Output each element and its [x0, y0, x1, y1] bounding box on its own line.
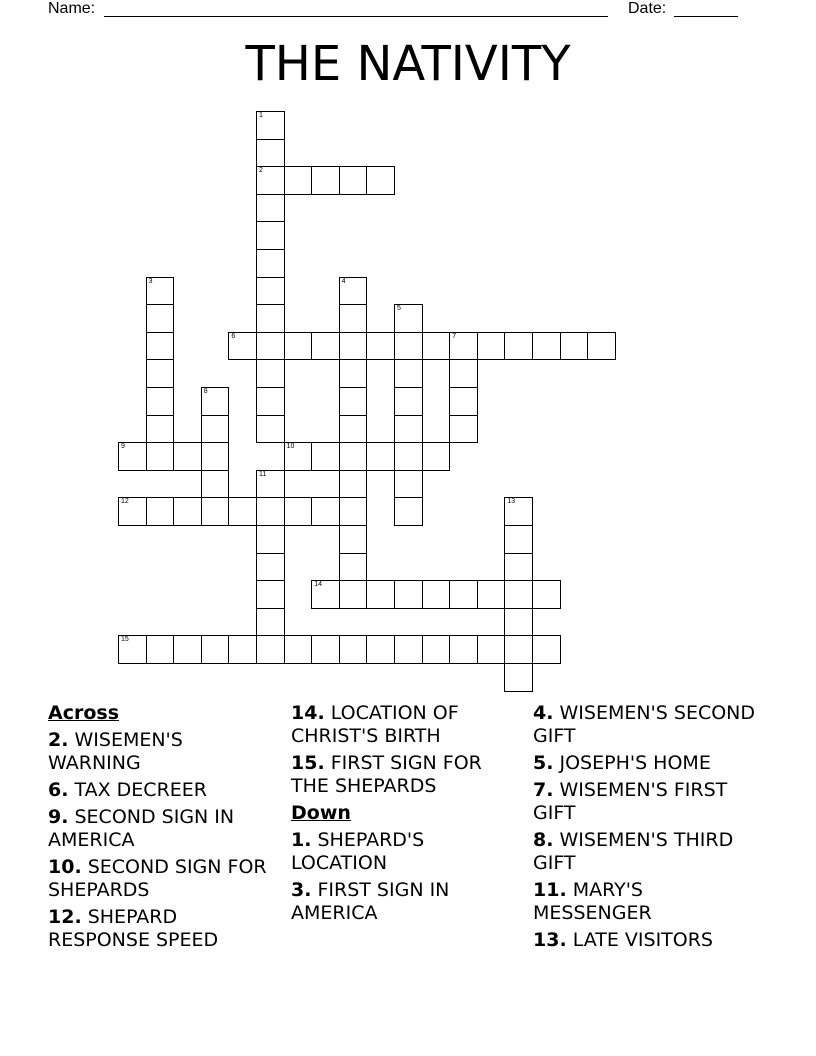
grid-cell[interactable]	[256, 221, 285, 250]
clue-number: 3.	[291, 879, 312, 901]
grid-cell[interactable]	[256, 580, 285, 609]
clue-number: 14	[314, 581, 322, 589]
grid-cell[interactable]	[422, 332, 451, 361]
grid-cell[interactable]	[532, 332, 561, 361]
grid-cell[interactable]	[201, 497, 230, 526]
clue-number: 13	[507, 498, 516, 506]
grid-cell[interactable]	[228, 635, 257, 664]
clue-item	[291, 702, 521, 748]
across-clue-list	[291, 702, 521, 798]
grid-cell[interactable]	[339, 166, 368, 195]
grid-cell[interactable]	[201, 635, 230, 664]
clue-number: 2	[259, 167, 263, 175]
down-clue-list	[533, 702, 763, 952]
clue-number: 2.	[48, 729, 69, 751]
across-clue-list	[48, 729, 278, 952]
clue-number: 11	[259, 470, 267, 478]
grid-cell[interactable]	[587, 332, 616, 361]
clue-number: 4	[341, 277, 346, 285]
clue-number: 8	[203, 388, 208, 395]
clue-item	[533, 879, 763, 925]
grid-cell[interactable]	[394, 387, 423, 416]
grid-cell[interactable]	[394, 304, 423, 333]
clue-item	[533, 929, 763, 952]
grid-cell[interactable]	[256, 415, 285, 444]
grid-cell[interactable]	[504, 608, 533, 637]
grid-cell[interactable]	[311, 580, 340, 609]
grid-cell[interactable]	[449, 332, 478, 361]
grid-cell[interactable]	[311, 166, 340, 195]
grid-cell[interactable]	[394, 332, 423, 361]
grid-cell[interactable]	[228, 332, 257, 361]
grid-cell[interactable]	[339, 525, 368, 554]
grid-cell[interactable]	[118, 635, 147, 664]
clue-number: 4.	[533, 702, 554, 724]
grid-cell[interactable]	[201, 415, 230, 444]
clue-number: 6	[231, 332, 236, 340]
clue-item	[533, 829, 763, 875]
clue-item	[533, 779, 763, 825]
grid-cell[interactable]	[284, 332, 313, 361]
grid-cell[interactable]	[366, 442, 395, 471]
grid-cell[interactable]	[449, 580, 478, 609]
clue-number: 12.	[48, 906, 82, 928]
clue-item	[48, 806, 278, 852]
grid-cell[interactable]	[339, 415, 368, 444]
grid-cell[interactable]	[311, 332, 340, 361]
clues-column-1	[48, 702, 278, 956]
clue-item	[48, 906, 278, 952]
grid-cell[interactable]	[173, 497, 202, 526]
grid-cell[interactable]	[394, 497, 423, 526]
clue-number: 7	[452, 332, 457, 340]
grid-cell[interactable]	[504, 332, 533, 361]
grid-cell[interactable]	[201, 442, 230, 471]
grid-cell[interactable]	[394, 580, 423, 609]
grid-cell[interactable]	[146, 635, 175, 664]
clue-item	[48, 729, 278, 775]
grid-cell[interactable]	[339, 553, 368, 582]
grid-cell[interactable]	[394, 415, 423, 444]
grid-cell[interactable]	[256, 277, 285, 306]
grid-cell[interactable]	[256, 249, 285, 278]
grid-cell[interactable]	[311, 635, 340, 664]
grid-cell[interactable]	[256, 359, 285, 388]
clue-number: 10	[286, 443, 295, 451]
grid-cell[interactable]	[146, 332, 175, 361]
clue-text: SHEPARD RESPONSE SPEED	[48, 906, 219, 951]
clue-number: 9.	[48, 806, 69, 828]
grid-cell[interactable]	[311, 442, 340, 471]
grid-cell[interactable]	[339, 497, 368, 526]
grid-cell[interactable]	[504, 663, 533, 692]
grid-cell[interactable]	[228, 497, 257, 526]
grid-cell[interactable]	[339, 635, 368, 664]
down-heading: Down	[291, 802, 351, 824]
grid-cell[interactable]	[118, 442, 147, 471]
clue-item	[291, 829, 521, 875]
grid-cell[interactable]	[532, 580, 561, 609]
grid-cell[interactable]	[146, 277, 175, 306]
date-label: Date:	[628, 0, 667, 17]
clue-number: 12	[121, 498, 129, 506]
grid-cell[interactable]	[256, 194, 285, 223]
grid-cell[interactable]	[339, 277, 368, 306]
grid-cell[interactable]	[284, 497, 313, 526]
grid-cell[interactable]	[311, 497, 340, 526]
grid-cell[interactable]	[256, 608, 285, 637]
clue-item	[291, 879, 521, 925]
grid-cell[interactable]	[146, 304, 175, 333]
grid-cell[interactable]	[256, 387, 285, 416]
clue-text: JOSEPH'S HOME	[553, 752, 711, 774]
across-heading: Across	[48, 702, 120, 724]
grid-cell[interactable]	[256, 111, 285, 140]
grid-cell[interactable]	[477, 332, 506, 361]
grid-cell[interactable]	[394, 442, 423, 471]
grid-cell[interactable]	[256, 553, 285, 582]
grid-cell[interactable]	[422, 635, 451, 664]
grid-cell[interactable]	[560, 332, 589, 361]
grid-cell[interactable]	[173, 442, 202, 471]
grid-cell[interactable]	[256, 525, 285, 554]
grid-cell[interactable]	[532, 635, 561, 664]
grid-cell[interactable]	[339, 387, 368, 416]
grid-cell[interactable]	[422, 442, 451, 471]
down-clue-list	[291, 829, 521, 925]
grid-cell[interactable]	[256, 304, 285, 333]
grid-cell[interactable]	[504, 553, 533, 582]
clue-number: 15.	[291, 752, 325, 774]
grid-cell[interactable]	[366, 580, 395, 609]
clue-number: 3	[148, 277, 153, 285]
grid-cell[interactable]	[256, 470, 285, 499]
grid-cell[interactable]	[394, 635, 423, 664]
grid-cell[interactable]	[146, 497, 175, 526]
clue-number: 1.	[291, 829, 312, 851]
clue-item	[291, 752, 521, 798]
grid-cell[interactable]	[284, 166, 313, 195]
grid-cell[interactable]	[477, 580, 506, 609]
clue-number: 1	[259, 112, 263, 119]
clue-number: 15	[121, 636, 129, 644]
clue-text: SECOND SIGN FOR SHEPARDS	[48, 856, 267, 901]
grid-cell[interactable]	[256, 497, 285, 526]
page-title: THE NATIVITY	[245, 36, 571, 92]
grid-cell[interactable]	[173, 635, 202, 664]
grid-cell[interactable]	[477, 635, 506, 664]
clue-item	[533, 752, 763, 775]
clue-text: SECOND SIGN IN AMERICA	[48, 806, 235, 851]
clue-number: 14.	[291, 702, 325, 724]
grid-cell[interactable]	[449, 415, 478, 444]
clue-number: 5	[397, 305, 401, 313]
grid-cell[interactable]	[449, 387, 478, 416]
clue-number: 10.	[48, 856, 82, 878]
grid-cell[interactable]	[339, 304, 368, 333]
grid-cell[interactable]	[146, 387, 175, 416]
clue-number: 11.	[533, 879, 567, 901]
grid-cell[interactable]	[339, 580, 368, 609]
grid-cell[interactable]	[394, 359, 423, 388]
grid-cell[interactable]	[284, 442, 313, 471]
grid-cell[interactable]	[449, 635, 478, 664]
clue-number: 7.	[533, 779, 554, 801]
grid-cell[interactable]	[146, 442, 175, 471]
clue-text: MARY'S MESSENGER	[533, 879, 652, 924]
grid-cell[interactable]	[504, 525, 533, 554]
name-label: Name:	[48, 0, 96, 17]
grid-cell[interactable]	[201, 387, 230, 416]
clue-text: WISEMEN'S WARNING	[48, 729, 183, 774]
grid-cell[interactable]	[504, 635, 533, 664]
clue-text: FIRST SIGN FOR THE SHEPARDS	[291, 752, 482, 797]
clues-column-2	[291, 702, 521, 929]
grid-cell[interactable]	[201, 470, 230, 499]
clue-text: WISEMEN'S THIRD GIFT	[533, 829, 734, 874]
clue-text: FIRST SIGN IN AMERICA	[291, 879, 450, 924]
grid-cell[interactable]	[339, 332, 368, 361]
grid-cell[interactable]	[394, 470, 423, 499]
grid-cell[interactable]	[366, 166, 395, 195]
clue-number: 5.	[533, 752, 554, 774]
grid-cell[interactable]	[339, 359, 368, 388]
grid-cell[interactable]	[256, 332, 285, 361]
grid-cell[interactable]	[504, 497, 533, 526]
grid-cell[interactable]	[449, 359, 478, 388]
clue-text: TAX DECREER	[68, 779, 207, 801]
clue-text: WISEMEN'S SECOND GIFT	[533, 702, 756, 747]
clue-item	[48, 856, 278, 902]
grid-cell[interactable]	[339, 442, 368, 471]
clue-item	[533, 702, 763, 748]
clue-text: LATE VISITORS	[566, 929, 713, 951]
grid-cell[interactable]	[256, 139, 285, 168]
grid-cell[interactable]	[284, 635, 313, 664]
grid-cell[interactable]	[146, 415, 175, 444]
clue-item	[48, 779, 278, 802]
grid-cell[interactable]	[146, 359, 175, 388]
clue-number: 13.	[533, 929, 567, 951]
grid-cell[interactable]	[422, 580, 451, 609]
grid-cell[interactable]	[118, 497, 147, 526]
clue-text: WISEMEN'S FIRST GIFT	[533, 779, 728, 824]
grid-cell[interactable]	[256, 635, 285, 664]
grid-cell[interactable]	[504, 580, 533, 609]
grid-cell[interactable]	[256, 166, 285, 195]
grid-cell[interactable]	[366, 332, 395, 361]
grid-cell[interactable]	[339, 470, 368, 499]
clue-number: 6.	[48, 779, 69, 801]
clue-text: LOCATION OF CHRIST'S BIRTH	[291, 702, 459, 747]
grid-cell[interactable]	[366, 635, 395, 664]
clue-text: SHEPARD'S LOCATION	[291, 829, 425, 874]
clue-number: 8.	[533, 829, 554, 851]
clues-column-3	[533, 702, 763, 956]
clue-number: 9	[121, 443, 125, 451]
